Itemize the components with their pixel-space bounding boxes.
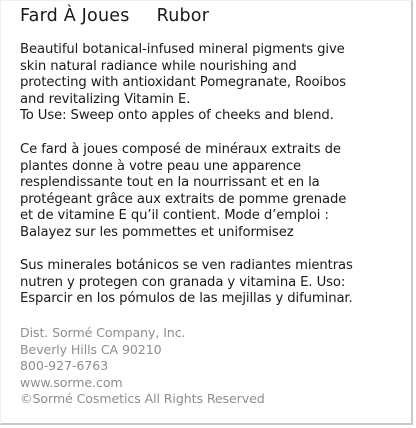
french-line: plantes donne à votre peau une apparence — [20, 158, 302, 174]
spanish-description — [20, 258, 410, 308]
distributor-footer — [20, 325, 404, 408]
french-description — [20, 142, 410, 242]
english-line: and revitalizing Vitamin E. — [20, 91, 191, 107]
spanish-line: Sus minerales botánicos se ven radiantes mientras — [20, 258, 353, 273]
distributor-name: Dist. Sormé Company, Inc. — [20, 325, 186, 340]
title-spanish: Rubor — [156, 6, 210, 26]
english-description — [20, 42, 410, 125]
spanish-line: Esparcir en los pómulos de las mejillas y difuminar. — [20, 291, 353, 307]
distributor-address: Beverly Hills CA 90210 — [20, 341, 162, 357]
distributor-phone: 800-927-6763 — [20, 358, 109, 373]
title-row — [20, 6, 209, 36]
spanish-line: nutren y protegen con granada y vitamina E. Uso: — [20, 274, 346, 290]
french-line: Ce fard à joues composé de minéraux extraits de — [20, 142, 341, 157]
french-line: Balayez sur les pommettes et uniformisez — [20, 224, 294, 240]
french-line: et de vitamine E qu’il contient. Mode d’emploi : — [20, 208, 329, 224]
french-line: resplendissante tout en la nourrissant et en la — [20, 175, 320, 191]
english-line: protecting with antioxidant Pomegranate, Rooibos — [20, 75, 346, 91]
title-french: Fard À Joues — [20, 6, 130, 26]
french-line: protégeant grâce aux extraits de pomme grenade — [20, 191, 347, 207]
copyright-notice: ©Sormé Cosmetics All Rights Reserved — [20, 391, 265, 406]
english-line: Beautiful botanical-infused mineral pigments give — [20, 42, 345, 57]
distributor-website: www.sorme.com — [20, 374, 123, 390]
english-line: skin natural radiance while nourishing and — [20, 58, 297, 74]
english-usage-line: To Use: Sweep onto apples of cheeks and blend. — [20, 108, 334, 124]
